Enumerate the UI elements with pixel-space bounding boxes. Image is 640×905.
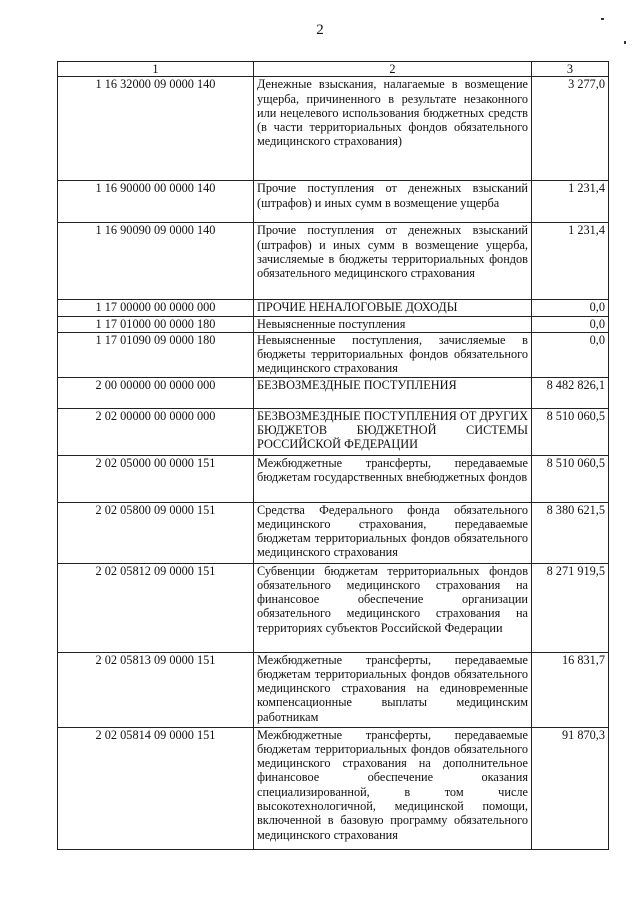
budget-code: 2 02 05813 09 0000 151 <box>58 652 254 727</box>
revenue-name: Невыясненные поступления <box>254 317 532 332</box>
table-header-row <box>58 62 609 77</box>
amount: 0,0 <box>532 300 609 317</box>
revenue-name: Межбюджетные трансферты, передаваемые бюджетам территориальных фондов обязательного медицинского страхования на дополнительное финансовое обеспечение оказания специализированной, в том числе высокотехнологичной, медицинской помощи, включенной в базовую программу обязательного медицинского страхования <box>254 727 532 849</box>
budget-code: 2 02 00000 00 0000 000 <box>58 408 254 455</box>
amount: 0,0 <box>532 317 609 332</box>
budget-code: 1 16 90090 09 0000 140 <box>58 223 254 300</box>
amount: 3 277,0 <box>532 77 609 181</box>
revenue-name: БЕЗВОЗМЕЗДНЫЕ ПОСТУПЛЕНИЯ <box>254 377 532 408</box>
revenue-name: Межбюджетные трансферты, передаваемые бюджетам государственных внебюджетных фондов <box>254 455 532 502</box>
amount: 8 510 060,5 <box>532 455 609 502</box>
revenue-name: Межбюджетные трансферты, передаваемые бюджетам территориальных фондов обязательного медицинского страхования на единовременные компенсационные выплаты медицинским работникам <box>254 652 532 727</box>
revenue-name: ПРОЧИЕ НЕНАЛОГОВЫЕ ДОХОДЫ <box>254 300 532 317</box>
budget-code: 1 17 00000 00 0000 000 <box>58 300 254 317</box>
amount: 91 870,3 <box>532 727 609 849</box>
column-header: 1 <box>58 62 254 77</box>
budget-code: 2 02 05814 09 0000 151 <box>58 727 254 849</box>
table-row <box>58 181 609 223</box>
revenue-name: Субвенции бюджетам территориальных фондов обязательного медицинского страхования на финансовое обеспечение организации обязательного медицинского страхования на территориях субъектов Российской Федерации <box>254 563 532 652</box>
amount: 16 831,7 <box>532 652 609 727</box>
table-row <box>58 408 609 455</box>
revenue-name: Прочие поступления от денежных взысканий (штрафов) и иных сумм в возмещение ущерба, зачисляемые в бюджеты территориальных фондов обязательного медицинского страхования <box>254 223 532 300</box>
budget-code: 1 16 32000 09 0000 140 <box>58 77 254 181</box>
table-row <box>58 455 609 502</box>
amount: 8 380 621,5 <box>532 502 609 563</box>
table-row <box>58 727 609 849</box>
revenue-name: Невыясненные поступления, зачисляемые в бюджеты территориальных фондов обязательного медицинского страхования <box>254 332 532 377</box>
budget-revenue-table <box>57 61 609 850</box>
table-row <box>58 377 609 408</box>
amount: 8 510 060,5 <box>532 408 609 455</box>
table-row <box>58 77 609 181</box>
amount: 1 231,4 <box>532 223 609 300</box>
revenue-name: Денежные взыскания, налагаемые в возмещение ущерба, причиненного в результате незаконного или нецелевого использования бюджетных средств (в части территориальных фондов обязательного медицинского страхования) <box>254 77 532 181</box>
budget-code: 2 00 00000 00 0000 000 <box>58 377 254 408</box>
budget-code: 1 16 90000 00 0000 140 <box>58 181 254 223</box>
column-header: 2 <box>254 62 532 77</box>
table-row <box>58 317 609 332</box>
budget-code: 1 17 01000 00 0000 180 <box>58 317 254 332</box>
budget-code: 1 17 01090 09 0000 180 <box>58 332 254 377</box>
revenue-name: Средства Федерального фонда обязательного медицинского страхования, передаваемые бюджетам территориальных фондов обязательного медицинского страхования <box>254 502 532 563</box>
scan-mark <box>624 41 626 44</box>
table-row <box>58 223 609 300</box>
amount: 8 482 826,1 <box>532 377 609 408</box>
scan-mark <box>601 18 604 20</box>
table-row <box>58 332 609 377</box>
amount: 8 271 919,5 <box>532 563 609 652</box>
revenue-name: БЕЗВОЗМЕЗДНЫЕ ПОСТУПЛЕНИЯ ОТ ДРУГИХ БЮДЖЕТОВ БЮДЖЕТНОЙ СИСТЕМЫ РОССИЙСКОЙ ФЕДЕРАЦИИ <box>254 408 532 455</box>
table-row <box>58 300 609 317</box>
budget-code: 2 02 05000 00 0000 151 <box>58 455 254 502</box>
budget-code: 2 02 05812 09 0000 151 <box>58 563 254 652</box>
budget-code: 2 02 05800 09 0000 151 <box>58 502 254 563</box>
column-header: 3 <box>532 62 609 77</box>
amount: 0,0 <box>532 332 609 377</box>
page-number: 2 <box>316 22 324 38</box>
amount: 1 231,4 <box>532 181 609 223</box>
revenue-name: Прочие поступления от денежных взысканий (штрафов) и иных сумм в возмещение ущерба <box>254 181 532 223</box>
table-row <box>58 652 609 727</box>
table-row <box>58 563 609 652</box>
table-row <box>58 502 609 563</box>
